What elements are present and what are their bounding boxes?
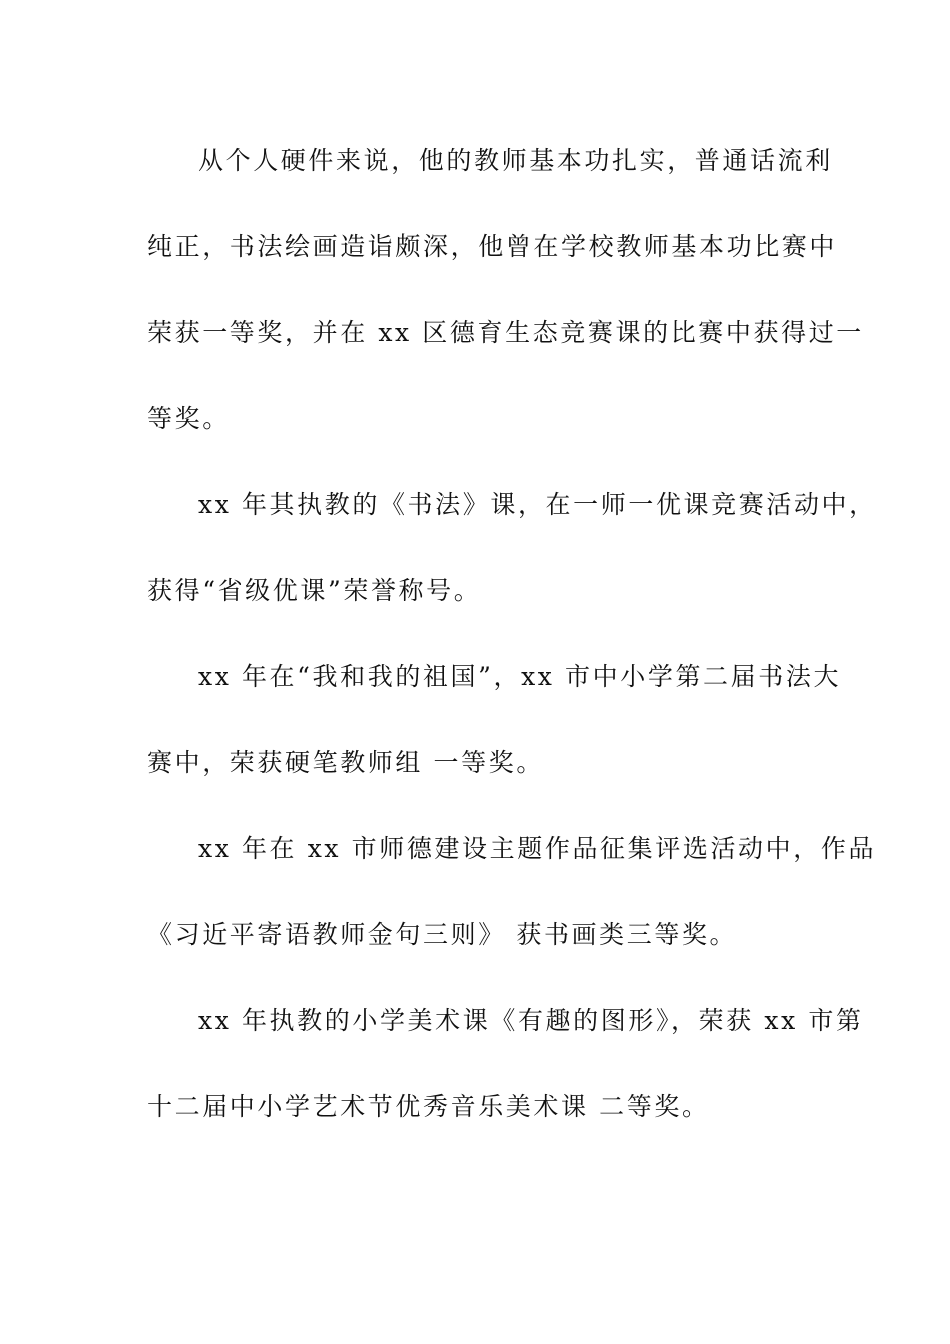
paragraph-5-line-1: xx 年执教的小学美术课《有趣的图形》，荣获 xx 市第: [198, 1006, 864, 1035]
paragraph-2-line-1: xx 年其执教的《书法》课，在一师一优课竞赛活动中，: [198, 490, 877, 519]
paragraph-3-line-2: 赛中，荣获硬笔教师组 一等奖。: [147, 748, 544, 777]
paragraph-3-line-1: xx 年在“我和我的祖国”，xx 市中小学第二届书法大: [198, 662, 842, 691]
paragraph-1-line-3: 荣获一等奖，并在 xx 区德育生态竞赛课的比赛中获得过一: [147, 318, 864, 347]
paragraph-5-line-2: 十二届中小学艺术节优秀音乐美术课 二等奖。: [147, 1092, 710, 1121]
paragraph-4-line-2: 《习近平寄语教师金句三则》 获书画类三等奖。: [147, 920, 738, 949]
paragraph-1-line-2: 纯正，书法绘画造诣颇深，他曾在学校教师基本功比赛中: [147, 232, 838, 261]
paragraph-4-line-1: xx 年在 xx 市师德建设主题作品征集评选活动中，作品: [198, 834, 877, 863]
paragraph-1-line-4: 等奖。: [147, 404, 230, 433]
paragraph-1-line-1: 从个人硬件来说，他的教师基本功扎实，普通话流利: [198, 146, 833, 175]
paragraph-2-line-2: 获得“省级优课”荣誉称号。: [147, 576, 482, 605]
